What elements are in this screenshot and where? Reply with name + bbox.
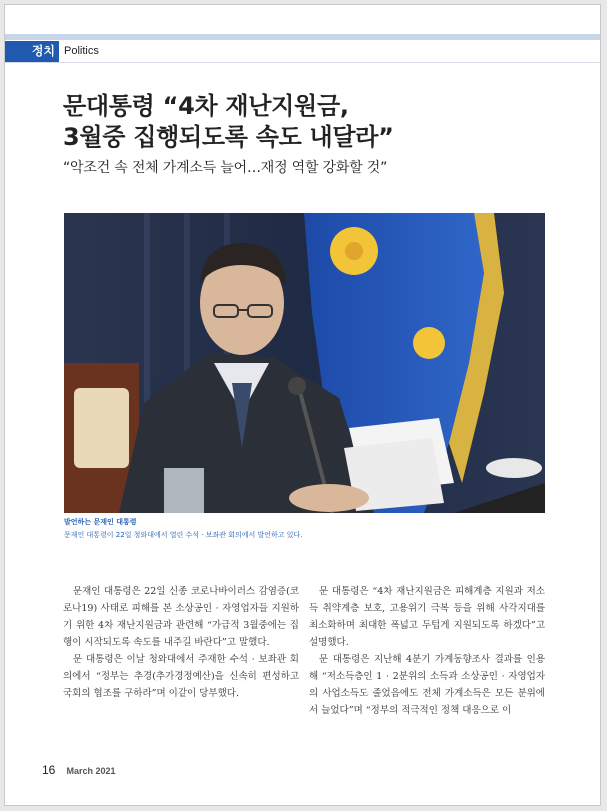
top-color-band xyxy=(5,34,601,40)
body-column-2 xyxy=(309,583,545,719)
issue-date: March 2021 xyxy=(66,766,116,776)
paragraph: 문재인 대통령은 22일 신종 코로나바이러스 감염증(코로나19) 사태로 피해를 본 소상공인 · 자영업자들 지원하기 위한 4차 재난지원금과 관련해 “가급적 3월중에는 집행이 시작되도록 속도를 내주길 바란다”고 말했다. xyxy=(63,586,299,648)
page-footer xyxy=(42,759,115,778)
paragraph: 문 대통령은 이날 청와대에서 주재한 수석 · 보좌관 회의에서 “정부는 추경(추가경정예산)을 신속히 편성하고 국회의 협조를 구하라”며 이같이 당부했다. xyxy=(63,654,299,699)
photo-caption-title: 발언하는 문재인 대통령 xyxy=(64,518,137,526)
headline-line-2: 3월중 집행되도록 속도 내달라” xyxy=(63,123,394,151)
section-label-korean: 정치 xyxy=(5,41,59,62)
section-header xyxy=(5,41,601,63)
paragraph: 문 대통령은 “4차 재난지원금은 피해계층 지원과 저소득 취약계층 보호, 고용위기 극복 등을 위해 사각지대를 최소화하며 최대한 폭넓고 두텁게 지원되도록 하겠다”고 설명했다. xyxy=(309,586,545,648)
section-label-english: Politics xyxy=(64,45,99,57)
photo-illustration xyxy=(64,213,545,513)
paragraph: 문 대통령은 지난해 4분기 가계동향조사 결과를 인용해 “저소득층인 1 · 2분위의 소득과 소상공인 · 자영업자의 사업소득도 줄었음에도 전체 가계소득은 모든 분위에서 늘었다”며 “정부의 적극적인 정책 대응으로 이 xyxy=(309,654,545,716)
photo-caption-body: 문재인 대통령이 22일 청와대에서 열린 수석 · 보좌관 회의에서 발언하고 있다. xyxy=(64,531,303,539)
page-number: 16 xyxy=(42,763,56,777)
subheadline: “악조건 속 전체 가계소득 늘어…재정 역할 강화할 것” xyxy=(63,160,388,176)
headline-line-1: 문대통령 “4차 재난지원금, xyxy=(63,92,349,120)
headline xyxy=(63,91,394,153)
magazine-page xyxy=(4,4,601,806)
article-photo xyxy=(64,213,545,513)
body-column-1 xyxy=(63,583,299,702)
